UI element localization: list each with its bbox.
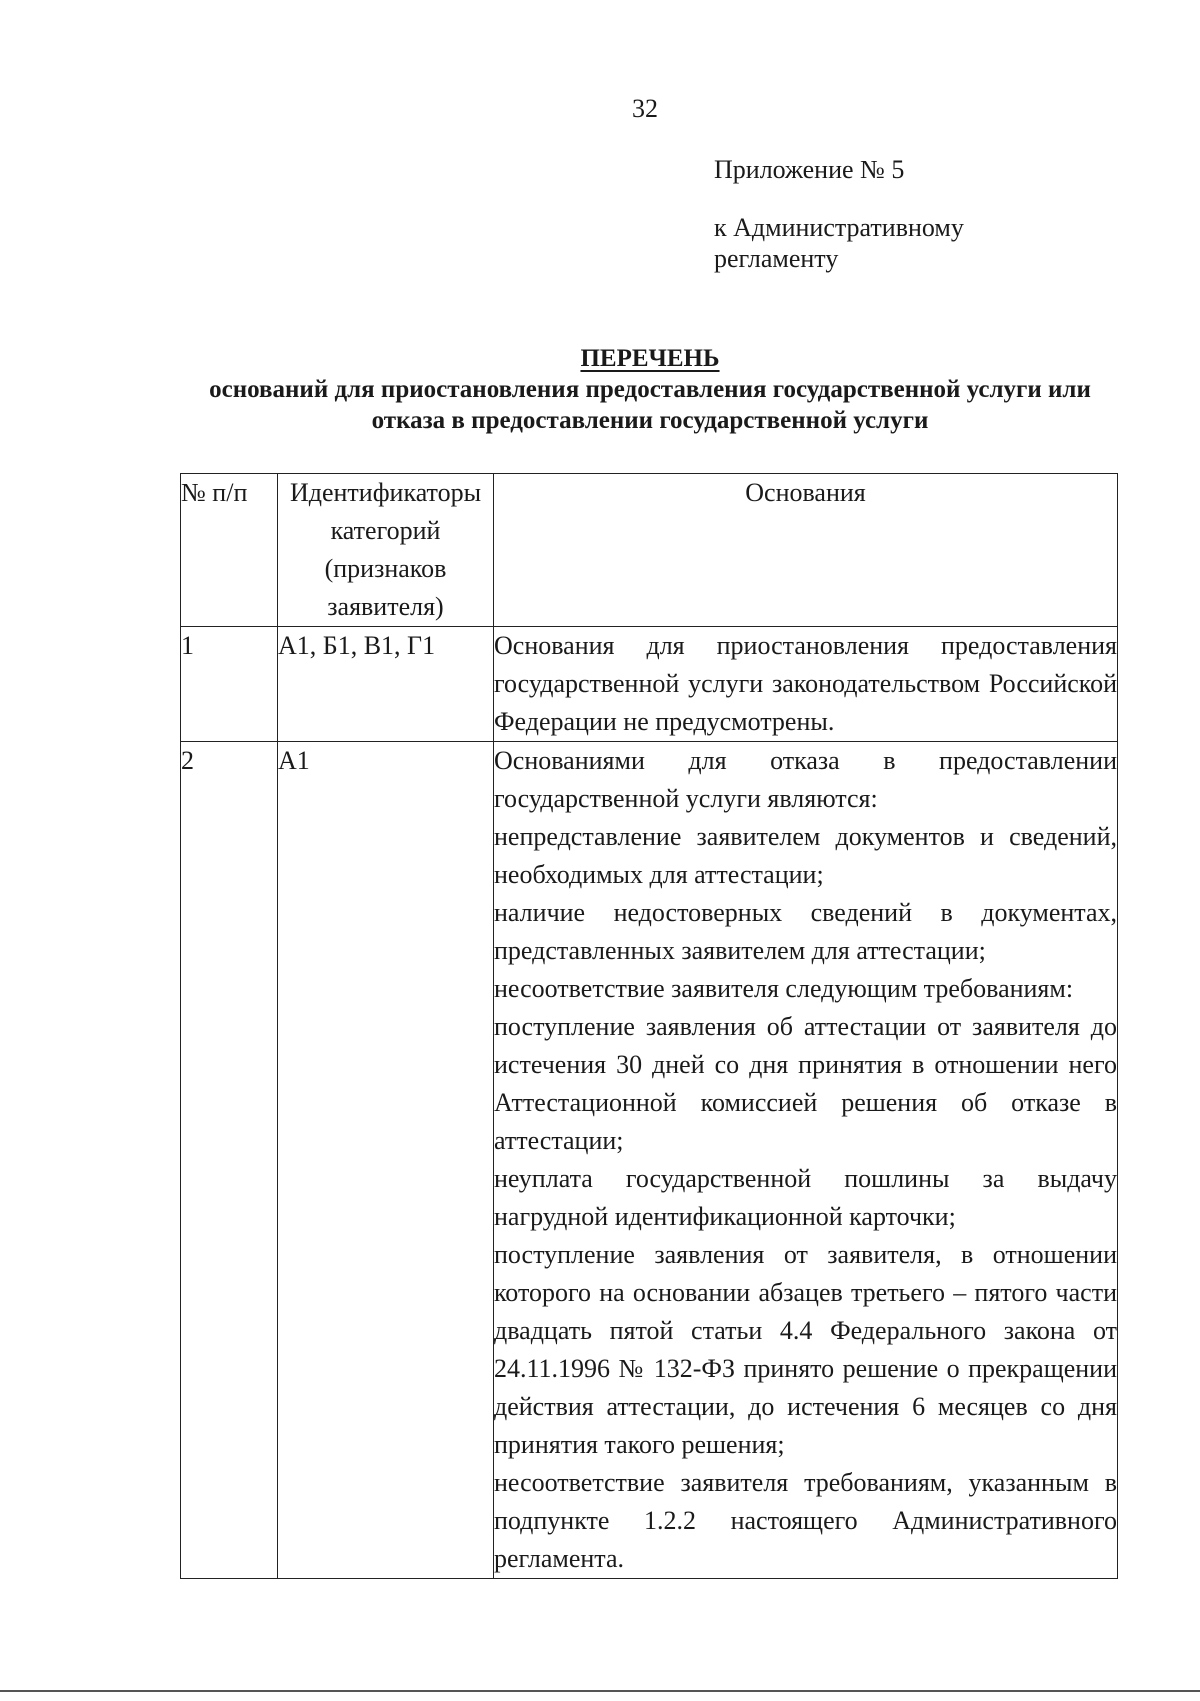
- appendix-regulation-ref: к Административному регламенту: [714, 213, 964, 273]
- title-subtitle: оснований для приостановления предоставления государственной услуги или отказа в предоставлении государственной услуги: [209, 376, 1091, 434]
- grounds-paragraph: непредставление заявителем документов и сведений, необходимых для аттестации;: [494, 822, 1117, 889]
- row-identifiers: А1, Б1, В1, Г1: [278, 627, 494, 742]
- title-main: ПЕРЕЧЕНЬ: [580, 345, 720, 372]
- page-bottom-edge: [0, 1690, 1200, 1692]
- row-grounds: [494, 627, 1118, 742]
- row-num: 1: [181, 627, 278, 742]
- row-num: 2: [181, 742, 278, 1579]
- grounds-paragraph: неуплата государственной пошлины за выдачу нагрудной идентификационной карточки;: [494, 1164, 1117, 1231]
- grounds-paragraph: наличие недостоверных сведений в документах, представленных заявителем для аттестации;: [494, 898, 1117, 965]
- table-row: [181, 627, 1118, 742]
- grounds-paragraph: Основания для приостановления предоставления государственной услуги законодательством Российской Федерации не предусмотрены.: [494, 631, 1117, 736]
- grounds-paragraph: Основаниями для отказа в предоставлении государственной услуги являются:: [494, 746, 1117, 813]
- grounds-paragraph: несоответствие заявителя следующим требованиям:: [494, 974, 1074, 1003]
- grounds-paragraph: поступление заявления от заявителя, в отношении которого на основании абзацев третьего – пятого части двадцать пятой статьи 4.4 Федерального закона от 24.11.1996 № 132-ФЗ принято решение о прекращении действия аттестации, до истечения 6 месяцев со дня принятия такого решения;: [494, 1240, 1117, 1459]
- page-number: 32: [632, 94, 658, 123]
- document-title: [180, 343, 1120, 436]
- grounds-paragraph: поступление заявления об аттестации от заявителя до истечения 30 дней со дня принятия в отношении него Аттестационной комиссией решения об отказе в аттестации;: [494, 1012, 1117, 1155]
- row-grounds: [494, 742, 1118, 1579]
- grounds-table: [180, 473, 1118, 1579]
- grounds-paragraph: несоответствие заявителя требованиям, указанным в подпункте 1.2.2 настоящего Административного регламента.: [494, 1468, 1117, 1573]
- appendix-block: [714, 154, 1004, 274]
- table-header-row: [181, 474, 1118, 627]
- header-grounds: Основания: [494, 474, 1118, 627]
- table-row: [181, 742, 1118, 1579]
- header-identifiers: Идентификаторы категорий (признаков заявителя): [278, 474, 494, 627]
- appendix-label: Приложение № 5: [714, 155, 905, 184]
- row-identifiers: А1: [278, 742, 494, 1579]
- header-num: № п/п: [181, 474, 278, 627]
